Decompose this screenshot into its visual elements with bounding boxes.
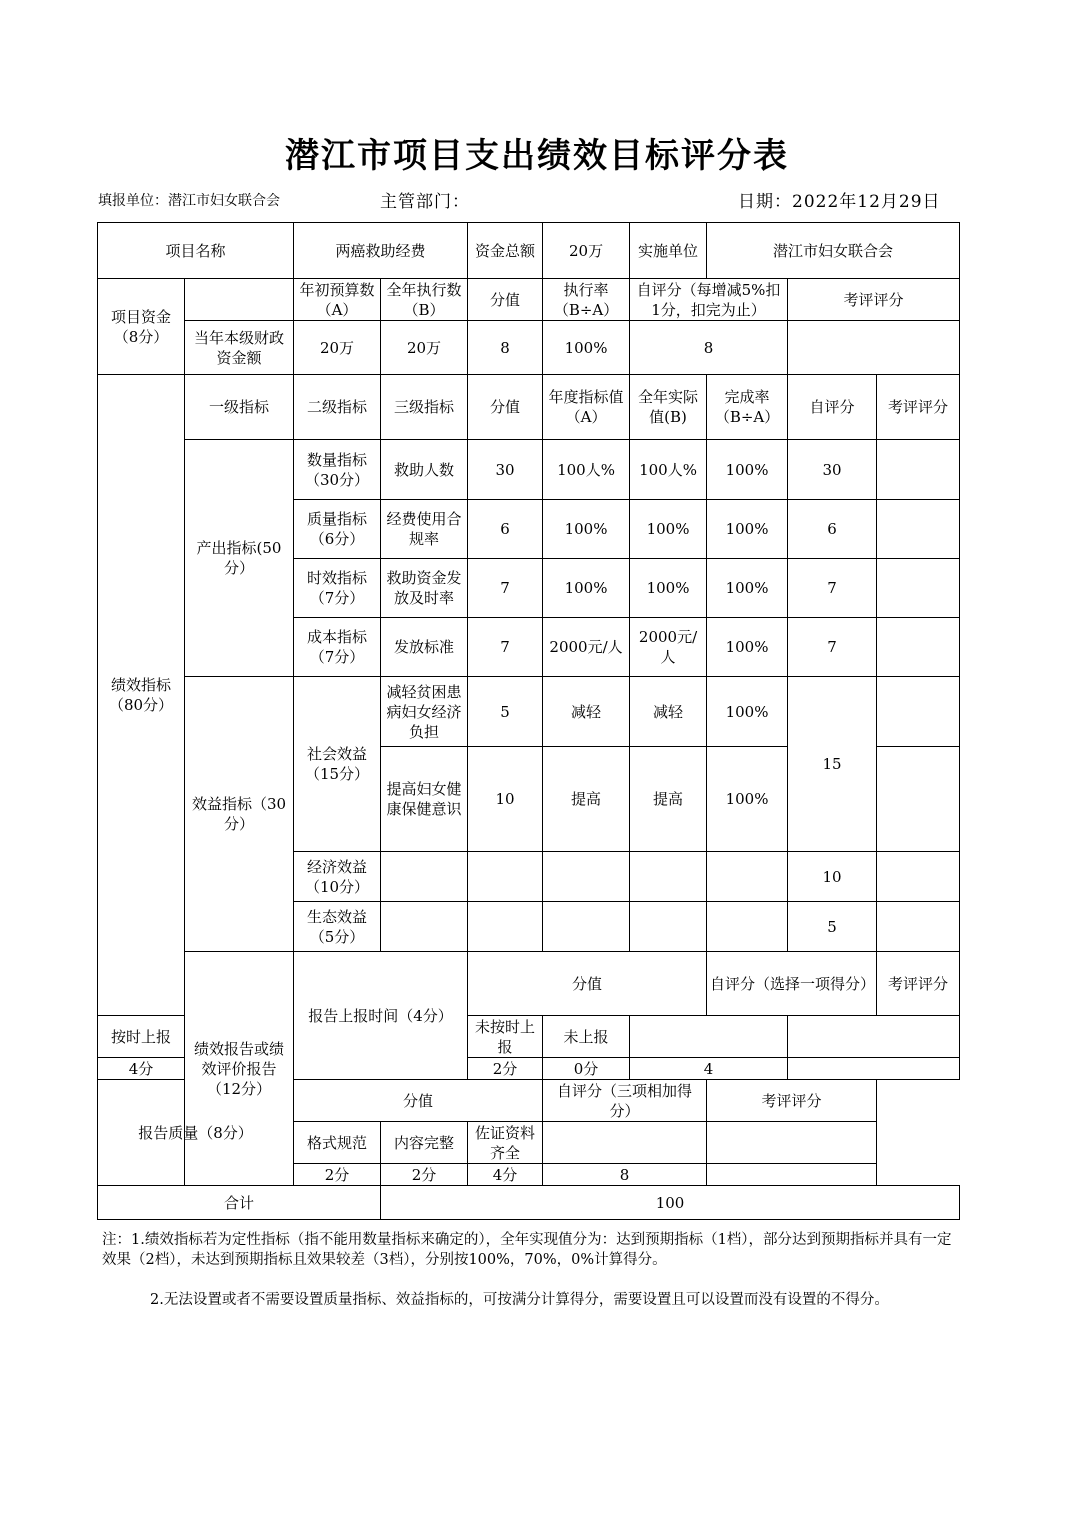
l3-cell: 救助人数	[381, 440, 468, 500]
funds-h-review: 考评评分	[788, 279, 960, 321]
report-quality-h-self: 自评分（三项相加得分）	[543, 1080, 707, 1122]
perf-h-review: 考评评分	[877, 375, 960, 440]
target-cell: 100%	[543, 559, 630, 618]
actual-cell: 100%	[630, 559, 707, 618]
rate-cell: 100%	[707, 559, 788, 618]
funds-h-exec: 全年执行数（B）	[381, 279, 468, 321]
option-cell: 内容完整	[381, 1122, 468, 1164]
report-label: 绩效报告或绩效评价报告（12分）	[185, 952, 294, 1186]
note-1: 注：1.绩效指标若为定性指标（指不能用数量指标来确定的），全年实现值分为：达到预期指标（1档），部分达到预期指标并具有一定效果（2档），未达到预期指标且效果较差（3档），分别按100%，70%，0%计算得分。	[102, 1232, 952, 1268]
eco-self: 5	[788, 902, 877, 952]
review-cell	[877, 500, 960, 559]
funds-rate: 100%	[543, 321, 630, 375]
project-row	[98, 223, 960, 279]
social-benefit: 社会效益（15分）	[294, 677, 381, 852]
target-cell: 2000元/人	[543, 618, 630, 677]
l3-cell: 经费使用合规率	[381, 500, 468, 559]
funds-label: 项目资金（8分）	[98, 279, 185, 375]
review-cell	[877, 440, 960, 500]
rate-cell: 100%	[707, 618, 788, 677]
report-quality-h-score: 分值	[294, 1080, 543, 1122]
report-date: 日期：2022年12月29日	[738, 192, 941, 212]
l2-cell: 数量指标（30分）	[294, 440, 381, 500]
funds-h-budget: 年初预算数（A）	[294, 279, 381, 321]
l3-cell: 减轻贫困患病妇女经济负担	[381, 677, 468, 747]
eco-benefit: 生态效益（5分）	[294, 902, 381, 952]
report-quality-self: 8	[543, 1164, 707, 1186]
score-cell: 30	[468, 440, 543, 500]
review-cell	[877, 747, 960, 852]
value-cell: 4分	[468, 1164, 543, 1186]
funds-review	[788, 321, 960, 375]
report-time-header-row	[98, 952, 960, 1016]
l2-cell: 成本指标（7分）	[294, 618, 381, 677]
perf-label: 绩效指标（80分）	[98, 375, 185, 1016]
report-time-h-self: 自评分（选择一项得分）	[707, 952, 877, 1016]
rate-cell: 100%	[707, 677, 788, 747]
report-time-h-score: 分值	[468, 952, 707, 1016]
option-cell: 格式规范	[294, 1122, 381, 1164]
review-cell	[877, 559, 960, 618]
target-cell: 100人%	[543, 440, 630, 500]
option-cell: 按时上报	[98, 1016, 185, 1058]
funds-row-label: 当年本级财政资金额	[185, 321, 294, 375]
self-cell: 7	[788, 618, 877, 677]
self-cell: 30	[788, 440, 877, 500]
social-self: 15	[788, 677, 877, 852]
total-row	[98, 1186, 960, 1220]
value-cell: 2分	[294, 1164, 381, 1186]
report-quality-label: 报告质量（8分）	[98, 1080, 294, 1186]
funds-score: 8	[468, 321, 543, 375]
page-title: 潜江市项目支出绩效目标评分表	[285, 136, 789, 176]
score-table	[97, 222, 960, 1220]
score-cell: 5	[468, 677, 543, 747]
rate-cell: 100%	[707, 500, 788, 559]
perf-h-self: 自评分	[788, 375, 877, 440]
impl-unit-label: 实施单位	[630, 223, 707, 279]
actual-cell: 减轻	[630, 677, 707, 747]
score-cell: 10	[468, 747, 543, 852]
perf-h-rate: 完成率（B÷A）	[707, 375, 788, 440]
perf-h-score: 分值	[468, 375, 543, 440]
review-cell	[877, 852, 960, 902]
value-cell: 4分	[98, 1058, 185, 1080]
actual-cell: 提高	[630, 747, 707, 852]
funds-value-row	[98, 321, 960, 375]
self-cell: 6	[788, 500, 877, 559]
option-cell: 未按时上报	[468, 1016, 543, 1058]
output-indicator: 产出指标(50分）	[185, 440, 294, 677]
review-cell	[877, 902, 960, 952]
funds-h-rate: 执行率（B÷A）	[543, 279, 630, 321]
option-cell: 佐证资料齐全	[468, 1122, 543, 1164]
perf-h-target: 年度指标值（A）	[543, 375, 630, 440]
supervising-dept: 主管部门：	[380, 192, 470, 212]
funds-header-row	[98, 279, 960, 321]
funds-exec: 20万	[381, 321, 468, 375]
project-name-label: 项目名称	[98, 223, 294, 279]
target-cell: 减轻	[543, 677, 630, 747]
l2-cell: 时效指标（7分）	[294, 559, 381, 618]
review-cell	[877, 618, 960, 677]
total-label: 合计	[98, 1186, 381, 1220]
perf-h-l3: 三级指标	[381, 375, 468, 440]
actual-cell: 2000元/人	[630, 618, 707, 677]
l3-cell: 提高妇女健康保健意识	[381, 747, 468, 852]
funds-h-self: 自评分（每增减5%扣1分，扣完为止）	[630, 279, 788, 321]
rate-cell: 100%	[707, 747, 788, 852]
score-cell: 6	[468, 500, 543, 559]
funds-self: 8	[630, 321, 788, 375]
option-cell: 未上报	[543, 1016, 630, 1058]
impl-unit: 潜江市妇女联合会	[707, 223, 960, 279]
rate-cell: 100%	[707, 440, 788, 500]
actual-cell: 100%	[630, 500, 707, 559]
econ-self: 10	[788, 852, 877, 902]
note-2: 2.无法设置或者不需要设置质量指标、效益指标的，可按满分计算得分，需要设置且可以设置而没有设置的不得分。	[150, 1292, 889, 1308]
actual-cell: 100人%	[630, 440, 707, 500]
l3-cell: 发放标准	[381, 618, 468, 677]
funds-blank	[185, 279, 294, 321]
target-cell: 100%	[543, 500, 630, 559]
econ-benefit: 经济效益（10分）	[294, 852, 381, 902]
reporting-unit: 填报单位：潜江市妇女联合会	[98, 193, 280, 209]
table-row	[98, 440, 960, 500]
report-time-self: 4	[630, 1058, 788, 1080]
total-funds-label: 资金总额	[468, 223, 543, 279]
perf-h-l2: 二级指标	[294, 375, 381, 440]
total-value: 100	[381, 1186, 960, 1220]
funds-h-score: 分值	[468, 279, 543, 321]
benefit-indicator: 效益指标（30分）	[185, 677, 294, 952]
report-time-h-review: 考评评分	[877, 952, 960, 1016]
value-cell: 2分	[381, 1164, 468, 1186]
l2-cell: 质量指标（6分）	[294, 500, 381, 559]
l3-cell: 救助资金发放及时率	[381, 559, 468, 618]
table-row	[98, 677, 960, 747]
perf-h-l1: 一级指标	[185, 375, 294, 440]
target-cell: 提高	[543, 747, 630, 852]
project-name: 两癌救助经费	[294, 223, 468, 279]
funds-budget: 20万	[294, 321, 381, 375]
review-cell	[877, 677, 960, 747]
value-cell: 2分	[468, 1058, 543, 1080]
perf-header-row	[98, 375, 960, 440]
self-cell: 7	[788, 559, 877, 618]
report-time-label: 报告上报时间（4分）	[294, 952, 468, 1080]
report-quality-h-review: 考评评分	[707, 1080, 877, 1122]
value-cell: 0分	[543, 1058, 630, 1080]
perf-h-actual: 全年实际值(B)	[630, 375, 707, 440]
total-funds: 20万	[543, 223, 630, 279]
score-cell: 7	[468, 559, 543, 618]
score-cell: 7	[468, 618, 543, 677]
